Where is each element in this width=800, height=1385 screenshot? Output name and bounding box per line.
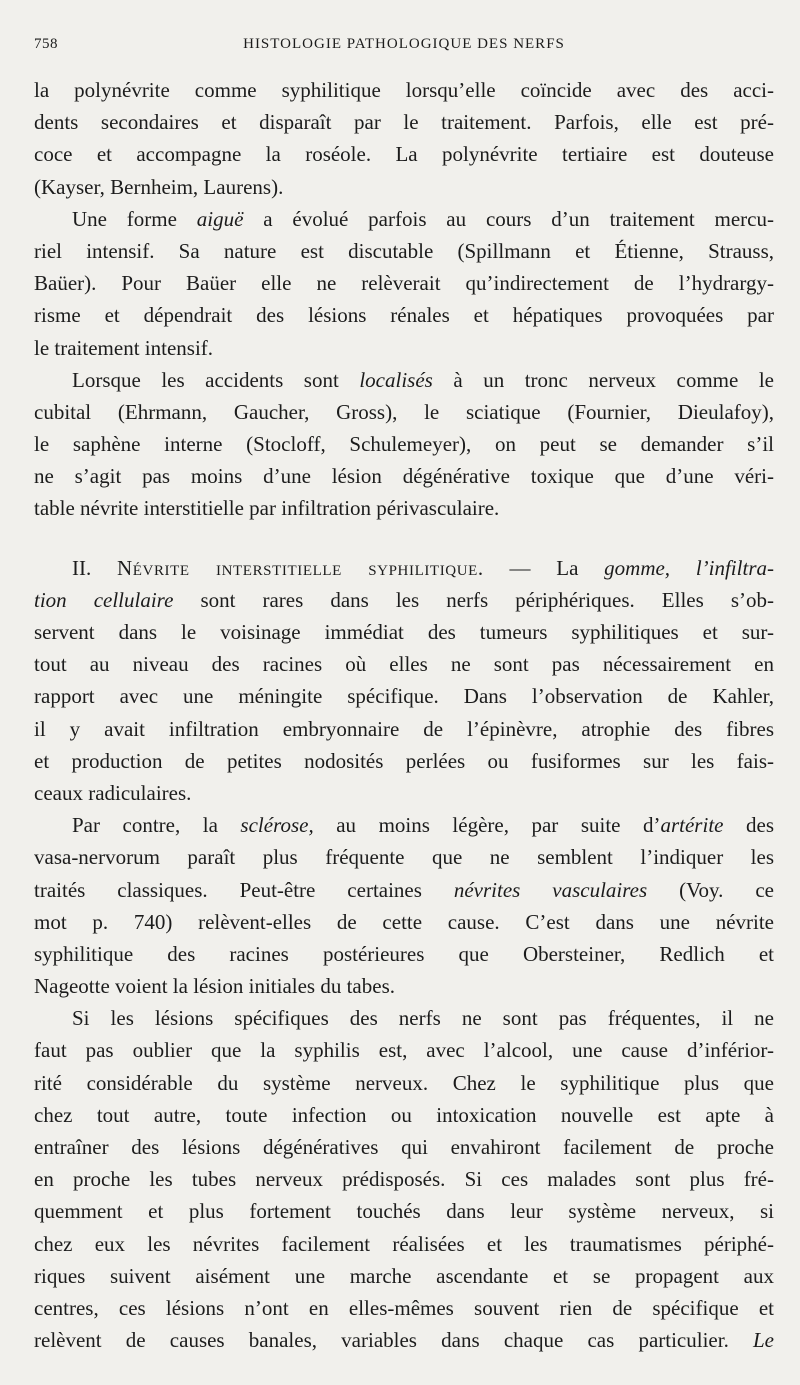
text-line: tion cellulaire sont rares dans les nerfs périphériques. Elles s’ob-	[34, 587, 774, 612]
body-text	[34, 74, 774, 1356]
text-line: relèvent de causes banales, variables dans chaque cas particulier. Le	[34, 1328, 774, 1353]
text-line: vasa-nervorum paraît plus fréquente que ne semblent l’indiquer les	[34, 845, 774, 870]
text-line: traités classiques. Peut-être certaines névrites vasculaires (Voy. ce	[34, 877, 774, 902]
text-line: Par contre, la sclérose, au moins légère, par suite d’artérite des	[72, 813, 774, 838]
text-line: tout au niveau des racines où elles ne sont pas nécessairement en	[34, 652, 774, 677]
text-line: il y avait infiltration embryonnaire de l’épinèvre, atrophie des fibres	[34, 716, 774, 741]
italic-term: aiguë	[196, 206, 244, 231]
text-line: en proche les tubes nerveux prédisposés. Si ces malades sont plus fré-	[34, 1167, 774, 1192]
italic-term: névrites vasculaires	[453, 877, 648, 902]
text-line: dents secondaires et disparaît par le traitement. Parfois, elle est pré-	[34, 110, 774, 135]
section-heading-line: II. Névrite interstitielle syphilitique. — La gomme, l’infiltra-	[72, 555, 774, 580]
text-line: (Kayser, Bernheim, Laurens).	[34, 174, 284, 199]
italic-term: Le	[753, 1328, 774, 1353]
italic-term: l’infiltra-	[695, 555, 774, 580]
italic-term: artérite	[660, 813, 724, 838]
italic-term: localisés	[359, 367, 433, 392]
running-title: HISTOLOGIE PATHOLOGIQUE DES NERFS	[243, 36, 565, 52]
text-line: rapport avec une méningite spécifique. Dans l’observation de Kahler,	[34, 684, 774, 709]
text-line: chez eux les névrites facilement réalisées et les traumatismes périphé-	[34, 1231, 774, 1256]
italic-term: gomme,	[604, 555, 671, 580]
text-line: le saphène interne (Stocloff, Schulemeyer), on peut se demander s’il	[34, 432, 774, 457]
text-line: centres, ces lésions n’ont en elles-mêmes souvent rien de spécifique et	[34, 1295, 774, 1320]
text-line: table névrite interstitielle par infiltration périvasculaire.	[34, 496, 500, 521]
text-line: la polynévrite comme syphilitique lorsqu’elle coïncide avec des acci-	[34, 78, 774, 102]
text-line: Lorsque les accidents sont localisés à un tronc nerveux comme le	[72, 367, 774, 392]
text-line: servent dans le voisinage immédiat des tumeurs syphilitiques et sur-	[34, 620, 774, 644]
text-line: chez tout autre, toute infection ou intoxication nouvelle est apte à	[34, 1102, 774, 1127]
running-head	[34, 36, 774, 58]
text-line: ne s’agit pas moins d’une lésion dégénérative toxique que d’une véri-	[34, 464, 774, 489]
italic-term: tion cellulaire	[34, 587, 174, 612]
text-line: faut pas oublier que la syphilis est, avec l’alcool, une cause d’inférior-	[34, 1038, 774, 1063]
text-line: Si les lésions spécifiques des nerfs ne sont pas fréquentes, il ne	[72, 1006, 774, 1031]
text-line: riel intensif. Sa nature est discutable (Spillmann et Étienne, Strauss,	[34, 238, 774, 263]
italic-term: sclérose,	[240, 813, 314, 838]
text-line: entraîner des lésions dégénératives qui envahiront facilement de proche	[34, 1135, 774, 1159]
section-gap	[34, 525, 774, 552]
text-line: risme et dépendrait des lésions rénales et hépatiques provoquées par	[34, 303, 774, 328]
text-line: ceaux radiculaires.	[34, 780, 192, 805]
section-title: Névrite interstitielle syphilitique.	[116, 555, 484, 580]
text-line: Nageotte voient la lésion initiales du tabes.	[34, 974, 395, 999]
text-line: riques suivent aisément une marche ascendante et se propagent aux	[34, 1263, 774, 1288]
text-line: Une forme aiguë a évolué parfois au cours d’un traitement mercu-	[72, 206, 774, 231]
text-line: et production de petites nodosités perlées ou fusiformes sur les fais-	[34, 748, 774, 773]
page-number: 758	[34, 36, 58, 52]
text-line: Baüer). Pour Baüer elle ne relèverait qu’indirectement de l’hydrargy-	[34, 271, 774, 296]
text-line: le traitement intensif.	[34, 335, 214, 360]
text-line: syphilitique des racines postérieures que Obersteiner, Redlich et	[34, 941, 774, 966]
text-line: mot p. 740) relèvent-elles de cette cause. C’est dans une névrite	[34, 909, 774, 934]
text-line: quemment et plus fortement touchés dans leur système nerveux, si	[34, 1199, 774, 1224]
text-line: rité considérable du système nerveux. Chez le syphilitique plus que	[34, 1070, 774, 1095]
text-line: coce et accompagne la roséole. La polynévrite tertiaire est douteuse	[34, 142, 774, 167]
text-line: cubital (Ehrmann, Gaucher, Gross), le sciatique (Fournier, Dieulafoy),	[34, 399, 774, 424]
